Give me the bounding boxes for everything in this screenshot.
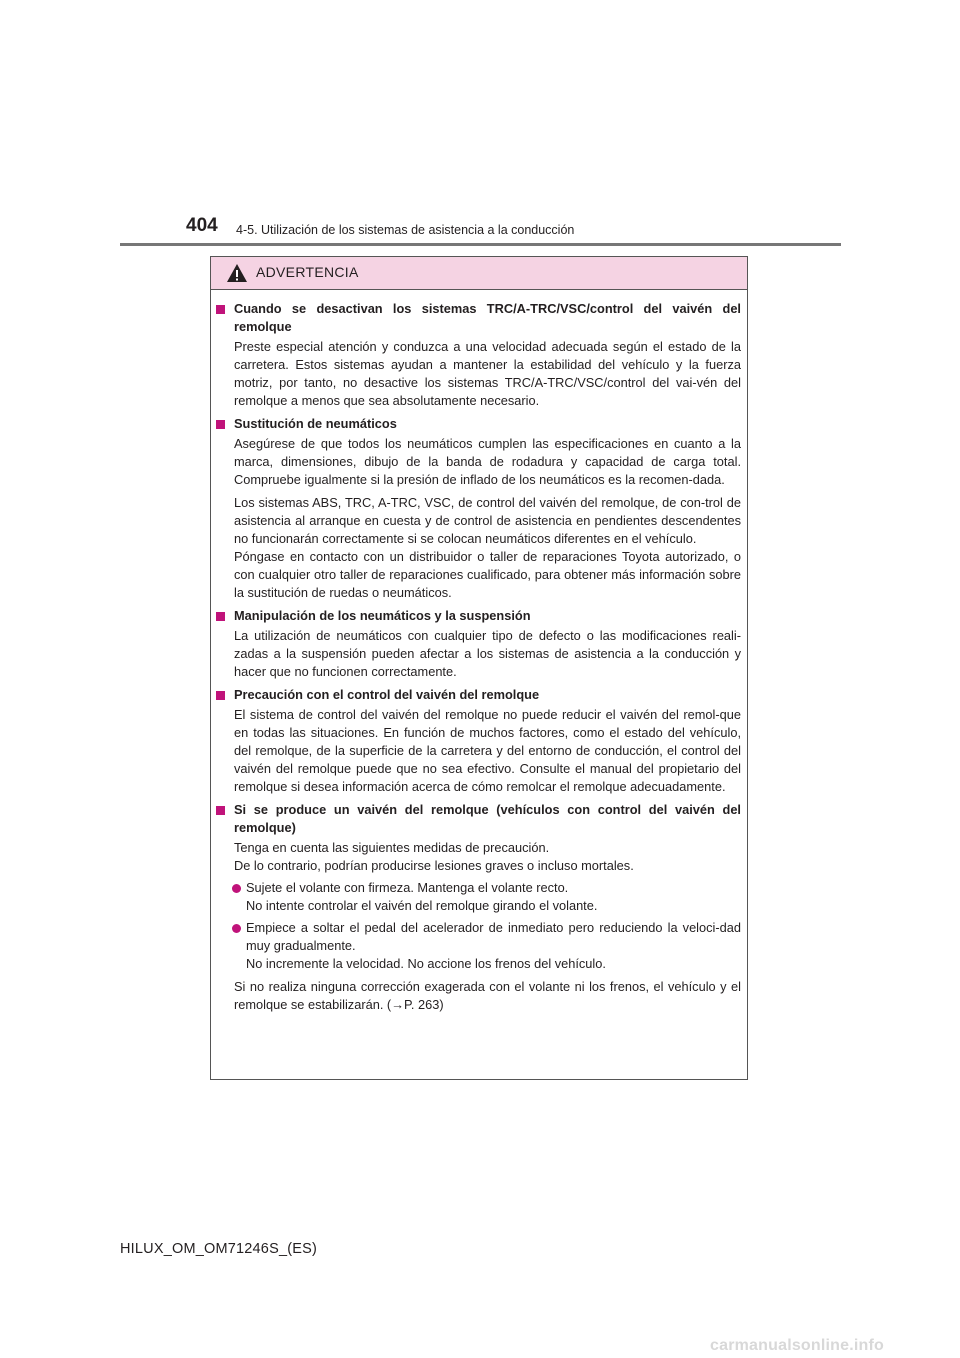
- item-title: Sustitución de neumáticos: [234, 416, 397, 431]
- warning-item-trc-disabled: [216, 300, 741, 410]
- intro-line: Tenga en cuenta las siguientes medidas de precaución.: [234, 840, 550, 855]
- square-bullet-icon: [216, 691, 225, 700]
- square-bullet-icon: [216, 612, 225, 621]
- closing-paragraph: Si no realiza ninguna corrección exagerada con el volante ni los frenos, el vehículo y el remolque se estabilizarán. (→P. 263): [234, 979, 741, 1012]
- item-paragraph: Póngase en contacto con un distribuidor o taller de reparaciones Toyota autorizado, o con cualquier otro taller de reparaciones cualificado, para obtener más información sobre la sustitución de ruedas o neumáticos.: [234, 549, 741, 600]
- warning-item-trailer-sway-occurs: [216, 801, 741, 1014]
- intro-line: De lo contrario, podrían producirse lesiones graves o incluso mortales.: [234, 858, 634, 873]
- item-paragraph: Los sistemas ABS, TRC, A-TRC, VSC, de control del vaivén del remolque, de con-trol de asistencia al arranque en cuesta y de control de asistencia en pendientes descendentes no funcionarán correctamente si se colocan neumáticos diferentes en el vehículo.: [234, 495, 741, 546]
- warning-label: ADVERTENCIA: [256, 264, 359, 280]
- warning-header: [211, 257, 747, 290]
- item-title: Manipulación de los neumáticos y la suspensión: [234, 608, 531, 623]
- round-bullet-icon: [232, 924, 241, 933]
- square-bullet-icon: [216, 420, 225, 429]
- list-item: Empiece a soltar el pedal del acelerador de inmediato pero reduciendo la veloci-dad muy gradualmente. No incremente la velocidad. No accione los frenos del vehículo.: [216, 919, 741, 973]
- item-title: Precaución con el control del vaivén del remolque: [234, 687, 540, 702]
- page-number: 404: [186, 215, 218, 236]
- warning-item-tire-suspension: [216, 607, 741, 681]
- square-bullet-icon: [216, 305, 225, 314]
- item-paragraph: Preste especial atención y conduzca a una velocidad adecuada según el estado de la carretera. Estos sistemas ayudan a mantener la estabilidad del vehículo y la fuerza motriz, por tanto, no desactive los sistemas TRC/A-TRC/VSC/control del vai-vén del remolque a menos que sea absolutamente necesario.: [234, 339, 741, 408]
- item-paragraph: Asegúrese de que todos los neumáticos cumplen las especificaciones en cuanto a la marca, dimensiones, dibujo de la banda de rodadura y capacidad de carga total. Compruebe igualmente si la presión de inflado de los neumáticos es la recomen-dada.: [234, 436, 741, 487]
- warning-triangle-icon: [226, 263, 248, 283]
- warning-body: [211, 290, 747, 1014]
- square-bullet-icon: [216, 806, 225, 815]
- section-title: 4-5. Utilización de los sistemas de asistencia a la conducción: [236, 223, 575, 237]
- watermark: carmanualsonline.info: [710, 1337, 885, 1354]
- warning-item-tire-replacement: [216, 415, 741, 602]
- list-item: Sujete el volante con firmeza. Mantenga el volante recto. No intente controlar el vaivén del remolque girando el volante.: [216, 879, 741, 915]
- warning-box: [210, 256, 748, 1080]
- round-bullet-icon: [232, 884, 241, 893]
- document-code: HILUX_OM_OM71246S_(ES): [120, 1241, 318, 1257]
- item-title: Si se produce un vaivén del remolque (vehículos con control del vaivén del remolque): [234, 802, 741, 835]
- warning-item-trailer-sway-caution: [216, 686, 741, 796]
- item-title: Cuando se desactivan los sistemas TRC/A-TRC/VSC/control del vaivén del remolque: [234, 301, 741, 334]
- item-paragraph: El sistema de control del vaivén del remolque no puede reducir el vaivén del remol-que en todas las situaciones. En función de muchos factores, como el estado del vehículo, del remolque, de la superficie de la carretera y del entorno de conducción, el control del vaivén del remolque puede que no sea efectivo. Consulte el manual del propietario del remolque si desea información acerca de cómo remolcar el remolque adecuadamente.: [234, 707, 741, 794]
- item-paragraph: La utilización de neumáticos con cualquier tipo de defecto o las modificaciones reali-zadas a la suspensión pueden afectar a los sistemas de asistencia a la conducción y hacer que no funcionen correctamente.: [234, 628, 741, 679]
- header-divider: [120, 243, 841, 246]
